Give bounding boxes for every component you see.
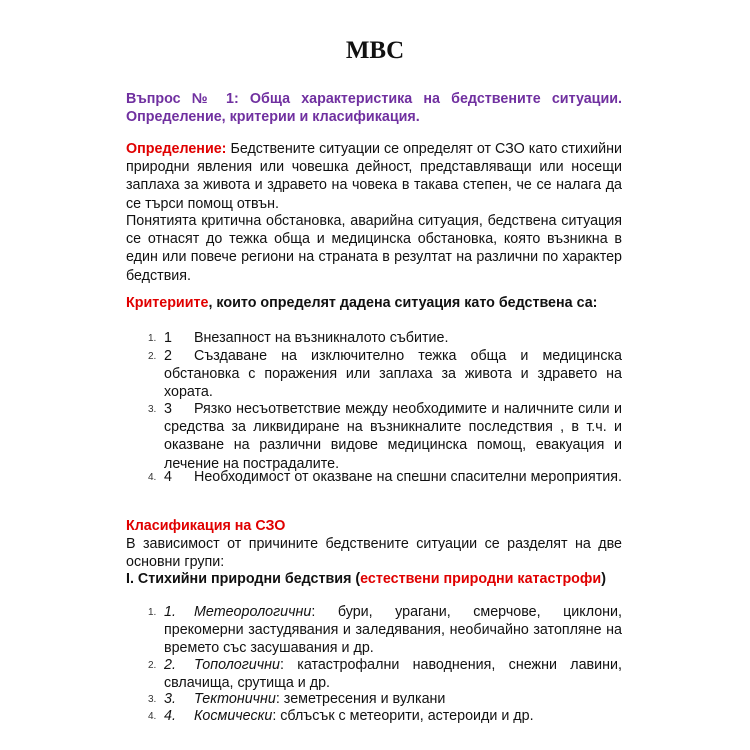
list-marker: 4. xyxy=(148,472,157,483)
list-marker: 3. xyxy=(148,694,157,705)
group-heading-close: ) xyxy=(601,571,606,587)
criteria-heading-highlight: Критериите xyxy=(126,295,209,311)
group-heading-text: I. Стихийни природни бедствия ( xyxy=(126,571,361,587)
question-heading: Въпрос № 1: Обща характеристика на бедствените ситуации. Определение, критерии и класификация. xyxy=(126,91,622,126)
definition-paragraph xyxy=(126,140,622,213)
item-text: : сблъсък с метеорити, астероиди и др. xyxy=(272,708,534,724)
item-text: Рязко несъответствие между необходимите и наличните сили и средства за ликвидиране на възникналите последствия , в т.ч. и оказване на различни видове медицинска помощ, евакуация и лечение на пострадалите. xyxy=(164,401,622,472)
list-marker: 2. xyxy=(148,660,157,671)
list-marker: 3. xyxy=(148,404,157,415)
item-text: Създаване на изключително тежка обща и медицинска обстановка с поражения или заплаха за живота и здравето на хората. xyxy=(164,348,622,401)
definition-label: Определение: xyxy=(126,141,227,157)
document-title: МВС xyxy=(345,37,405,64)
item-term: Тектонични xyxy=(194,691,276,707)
concepts-paragraph: Понятията критична обстановка, аварийна ситуация, бедствена ситуация се отнасят до тежка обща и медицинска обстановка, която възникна в един или повече региони на страната в резултат на различни по характер бедствия. xyxy=(126,213,622,284)
item-number: 3 xyxy=(164,401,172,417)
item-number: 4. xyxy=(164,708,176,724)
item-term: Топологични xyxy=(194,657,280,673)
criteria-heading-rest: , които определят дадена ситуация като бедствена са: xyxy=(208,295,598,311)
item-number: 2 xyxy=(164,348,172,364)
item-text: Необходимост от оказване на спешни спасителни мероприятия. xyxy=(194,469,622,485)
group-heading xyxy=(126,570,622,588)
classification-intro: В зависимост от причините бедствените ситуации се разделят на две основни групи: xyxy=(126,536,622,571)
item-number: 1. xyxy=(164,604,176,620)
item-text: : бури, урагани, смерчове, циклони, прекомерни застудявания и заледявания, необичайно затопляне на времето със засушавания и др. xyxy=(164,604,622,657)
item-term: Космически xyxy=(194,708,273,724)
list-marker: 1. xyxy=(148,333,157,344)
item-number: 2. xyxy=(164,657,176,673)
list-marker: 1. xyxy=(148,607,157,618)
item-number: 3. xyxy=(164,691,176,707)
item-text: : катастрофални наводнения, снежни лавини, свлачища, срутища и др. xyxy=(164,657,622,692)
classification-heading: Класификация на СЗО xyxy=(126,518,286,534)
definition-text: Бедствените ситуации се определят от СЗО като стихийни природни явления или човешка дейност, представляващи или носещи заплаха за живота и здравето на човека в такава степен, че се налага да се търси помощ отвън. xyxy=(126,141,622,212)
group-heading-highlight: естествени природни катастрофи xyxy=(360,571,602,587)
item-term: Метеорологични xyxy=(194,604,312,620)
item-text: : земетресения и вулкани xyxy=(275,691,446,707)
item-number: 1 xyxy=(164,330,172,346)
item-number: 4 xyxy=(164,469,172,485)
criteria-heading xyxy=(126,294,622,312)
item-text: Внезапност на възникналото събитие. xyxy=(194,330,449,346)
list-marker: 2. xyxy=(148,351,157,362)
list-marker: 4. xyxy=(148,711,157,722)
